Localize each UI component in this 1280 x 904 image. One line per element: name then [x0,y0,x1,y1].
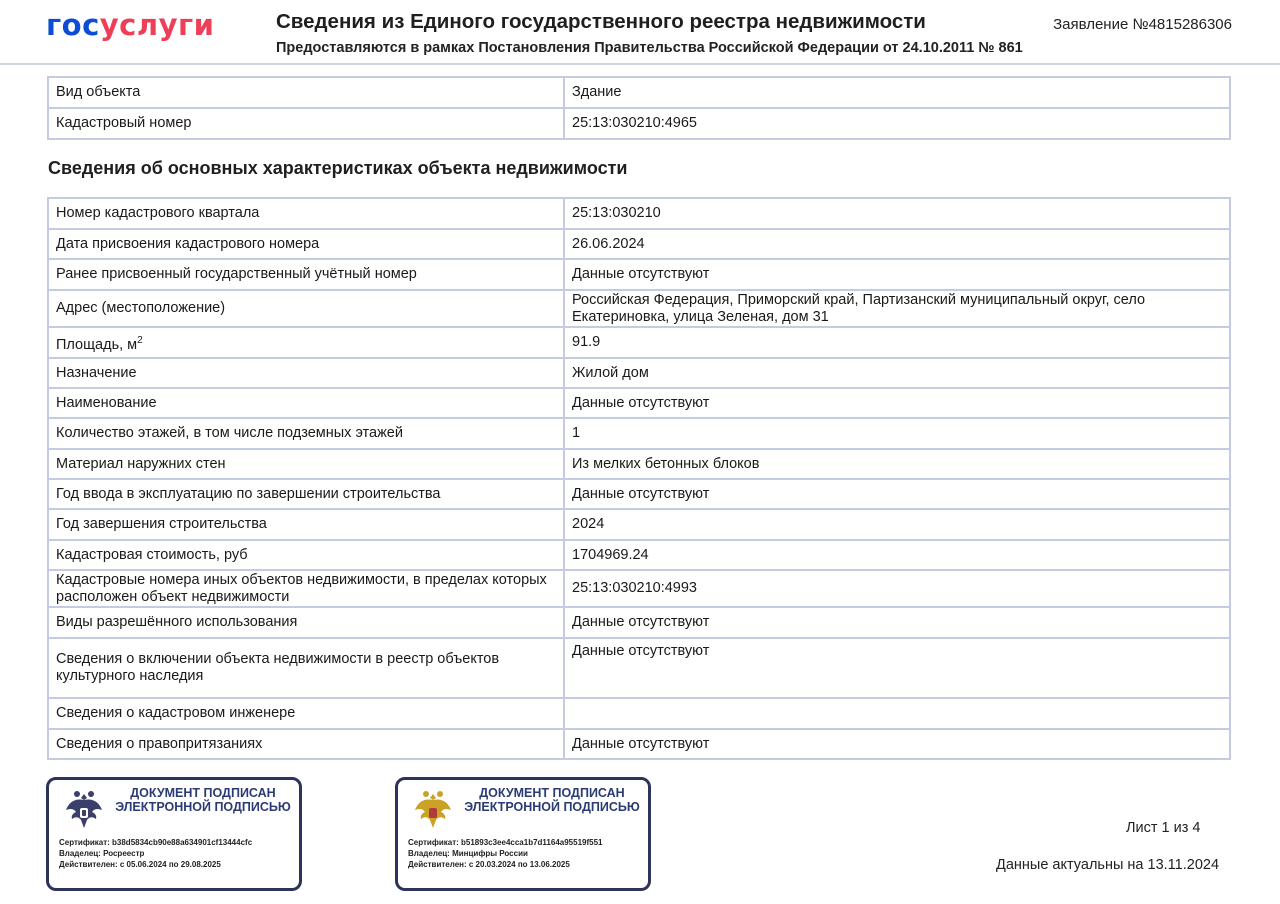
row-label: Виды разрешённого использования [48,607,564,638]
row-value: Российская Федерация, Приморский край, Партизанский муниципальный округ, село Екатериновка, улица Зеленая, дом 31 [564,290,1230,327]
stamp-owner: Владелец: Минцифры России [408,849,528,858]
row-label: Кадастровый номер [48,108,564,139]
row-value: 25:13:030210:4993 [564,570,1230,607]
row-value: Данные отсутствуют [564,729,1230,759]
table-row [48,638,1230,698]
row-value: Данные отсутствуют [564,259,1230,290]
row-label: Дата присвоения кадастрового номера [48,229,564,259]
row-value: 25:13:030210 [564,198,1230,229]
table-row [48,77,1230,108]
row-label: Номер кадастрового квартала [48,198,564,229]
row-label: Ранее присвоенный государственный учётный номер [48,259,564,290]
row-value: 1 [564,418,1230,449]
table-row [48,229,1230,259]
row-label [48,327,564,358]
eagle-emblem-icon [63,788,105,834]
document-title: Сведения из Единого государственного реестра недвижимости [276,10,926,33]
stamp-certificate: Сертификат: b38d5834cb90e88a634901cf13444cfc [59,838,253,847]
table-row [48,198,1230,229]
stamp-valid: Действителен: с 20.03.2024 по 13.06.2025 [408,860,570,869]
table-row [48,509,1230,540]
table-row [48,698,1230,729]
row-value: Здание [564,77,1230,108]
table-row [48,259,1230,290]
table-row [48,570,1230,607]
logo-part2: услуги [99,8,215,42]
row-value: Данные отсутствуют [564,607,1230,638]
row-label: Назначение [48,358,564,388]
row-value [564,698,1230,729]
table-row [48,358,1230,388]
document-subtitle: Предоставляются в рамках Постановления Правительства Российской Федерации от 24.10.2011 № 861 [276,40,1023,56]
row-value: Данные отсутствуют [564,479,1230,509]
table-row [48,540,1230,570]
row-label: Год ввода в эксплуатацию по завершении строительства [48,479,564,509]
document-header [0,0,1280,63]
table-row [48,729,1230,759]
area-label: Площадь, м [56,336,138,353]
page-number: Лист 1 из 4 [1126,820,1201,836]
row-value: 2024 [564,509,1230,540]
data-actual-date: Данные актуальны на 13.11.2024 [996,857,1220,873]
row-label: Вид объекта [48,77,564,108]
row-label: Адрес (местоположение) [48,290,564,327]
stamp-title: ДОКУМЕНТ ПОДПИСАН ЭЛЕКТРОННОЙ ПОДПИСЬЮ [464,786,640,814]
row-value: Жилой дом [564,358,1230,388]
stamp-title: ДОКУМЕНТ ПОДПИСАН ЭЛЕКТРОННОЙ ПОДПИСЬЮ [115,786,291,814]
row-value: Данные отсутствуют [564,638,1230,698]
row-label: Сведения о правопритязаниях [48,729,564,759]
stamp-owner: Владелец: Росреестр [59,849,145,858]
row-value: Из мелких бетонных блоков [564,449,1230,479]
row-label: Кадастровая стоимость, руб [48,540,564,570]
row-value: Данные отсутствуют [564,388,1230,418]
stamp-certificate: Сертификат: b51893c3ee4cca1b7d1164a95519f551 [408,838,603,847]
row-value: 25:13:030210:4965 [564,108,1230,139]
table-row [48,418,1230,449]
row-label: Сведения о кадастровом инженере [48,698,564,729]
row-label: Сведения о включении объекта недвижимости в реестр объектов культурного наследия [48,638,564,698]
characteristics-table [47,197,1231,760]
header-divider [0,63,1280,65]
section-title: Сведения об основных характеристиках объекта недвижимости [48,158,628,178]
table-row [48,108,1230,139]
table-row [48,327,1230,358]
object-table [47,76,1231,140]
row-value: 26.06.2024 [564,229,1230,259]
area-unit-superscript: 2 [137,334,143,346]
row-label: Наименование [48,388,564,418]
row-value: 91.9 [564,327,1230,358]
table-row [48,479,1230,509]
table-row [48,290,1230,327]
row-label: Материал наружних стен [48,449,564,479]
stamp-valid: Действителен: с 05.06.2024 по 29.08.2025 [59,860,221,869]
gosuslugi-logo[interactable] [46,8,214,42]
row-label: Кадастровые номера иных объектов недвижимости, в пределах которых расположен объект недвижимости [48,570,564,607]
eagle-emblem-icon [412,788,454,834]
table-row [48,607,1230,638]
logo-part1: гос [46,8,100,42]
row-value: 1704969.24 [564,540,1230,570]
table-row [48,388,1230,418]
table-row [48,449,1230,479]
signature-stamp-mintsifry [395,777,651,891]
application-number: Заявление №4815286306 [1053,16,1232,33]
row-label: Год завершения строительства [48,509,564,540]
row-label: Количество этажей, в том числе подземных этажей [48,418,564,449]
signature-stamp-rosreestr [46,777,302,891]
